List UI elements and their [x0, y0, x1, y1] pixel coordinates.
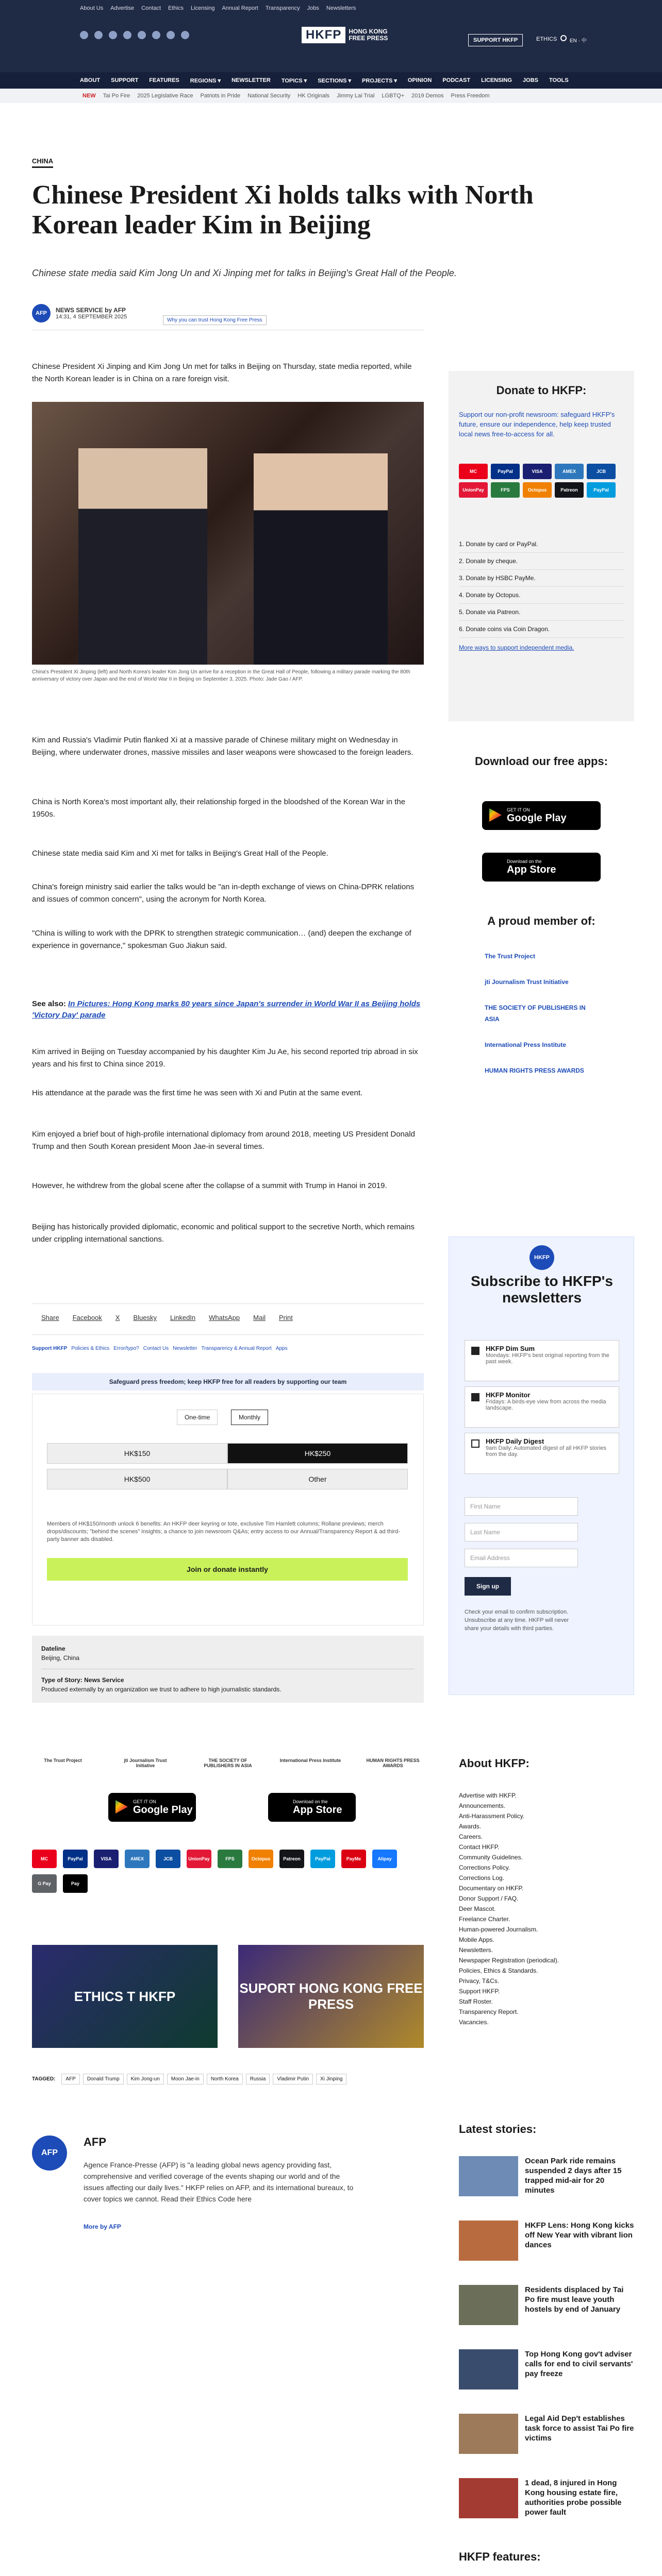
- linkedin-icon[interactable]: [152, 31, 160, 39]
- paragraph: Chinese President Xi Jinping and Kim Jong Un met for talks in Beijing on Thursday, state media reported, while the North Korean leader is in China on a rare foreign visit.: [32, 362, 412, 383]
- threads-icon[interactable]: [123, 31, 131, 39]
- amount-option[interactable]: HK$150: [47, 1443, 227, 1464]
- article-subhead: Chinese state media said Kim Jong Un and Xi Jinping met for talks in Beijing's Great Hall of the People.: [32, 268, 457, 278]
- story-type-value: Produced externally by an organization we trust to adhere to high journalistic standards.: [41, 1686, 282, 1693]
- payment-logo: PayPal: [310, 1850, 335, 1868]
- story-type-label: Type of Story: News Service: [41, 1676, 124, 1684]
- tag[interactable]: Kim Jong-un: [127, 2074, 164, 2084]
- top-links: [80, 5, 356, 11]
- payment-logo: Patreon: [555, 482, 584, 498]
- payment-logo: FPS: [491, 482, 520, 498]
- safeguard-banner[interactable]: Safeguard press freedom; keep HKFP free for all readers by supporting our team: [32, 1373, 424, 1391]
- x-icon[interactable]: [94, 31, 103, 39]
- app-store-big: App Store: [293, 1804, 342, 1816]
- sub-nav-item[interactable]: 2019 Demos: [411, 93, 444, 99]
- top-link[interactable]: Annual Report: [222, 5, 258, 11]
- share-link[interactable]: Share: [41, 1314, 59, 1321]
- footer-link[interactable]: Error/typo?: [113, 1346, 139, 1351]
- google-play-small: GET IT ON: [507, 807, 530, 812]
- photo-figure-right: [254, 453, 388, 665]
- payment-logos: [32, 1850, 424, 1893]
- nav-item[interactable]: SUPPORT: [111, 77, 139, 83]
- sidebar-google-play[interactable]: [482, 801, 601, 830]
- tag[interactable]: AFP: [61, 2074, 79, 2084]
- share-link[interactable]: Print: [278, 1314, 293, 1321]
- search-icon[interactable]: [560, 35, 567, 41]
- more-ways-link[interactable]: More ways to support independent media.: [459, 644, 574, 651]
- features-title: HKFP features:: [459, 2550, 541, 2563]
- payment-logo: FPS: [218, 1850, 242, 1868]
- google-play-big: Google Play: [507, 812, 567, 824]
- donate-step[interactable]: 2. Donate by cheque.: [459, 553, 624, 570]
- donate-title: Donate to HKFP:: [496, 384, 587, 397]
- paragraph: Kim enjoyed a brief bout of high-profile international diplomacy from around 2018, meeting US President Donald Trump and then South Korean president Moon Jae-in several times.: [32, 1130, 415, 1151]
- about-item[interactable]: Vacancies.: [459, 2019, 489, 2026]
- latest-story-title[interactable]: Residents displaced by Tai Po fire must leave youth hostels by end of January: [525, 2285, 624, 2314]
- author-name[interactable]: AFP: [84, 2136, 106, 2148]
- google-play-badge[interactable]: [108, 1793, 196, 1822]
- nav-item[interactable]: PROJECTS ▾: [362, 78, 397, 84]
- donate-step[interactable]: 6. Donate coins via Coin Dragon.: [459, 621, 624, 638]
- support-hkfp-button[interactable]: SUPPORT HKFP: [468, 34, 523, 46]
- share-link[interactable]: LinkedIn: [170, 1314, 196, 1321]
- tag[interactable]: Moon Jae-in: [167, 2074, 204, 2084]
- donate-step[interactable]: 4. Donate by Octopus.: [459, 587, 624, 604]
- payment-logo: PayPal: [491, 464, 520, 479]
- about-item[interactable]: Mobile Apps.: [459, 1936, 494, 1943]
- member-logo[interactable]: International Press Institute: [485, 1041, 567, 1048]
- footer-link[interactable]: Support HKFP: [32, 1346, 68, 1351]
- about-item[interactable]: Documentary on HKFP.: [459, 1885, 524, 1892]
- story-thumbnail[interactable]: [459, 2349, 518, 2389]
- top-link[interactable]: About Us: [80, 5, 104, 11]
- latest-story-title[interactable]: Top Hong Kong gov't adviser calls for end to civil servants' pay freeze: [525, 2350, 633, 2378]
- see-also-label: See also:: [32, 999, 66, 1008]
- tags-label: TAGGED:: [32, 2076, 56, 2082]
- footer-link[interactable]: Transparency & Annual Report: [201, 1346, 272, 1351]
- article-category[interactable]: CHINA: [32, 157, 53, 168]
- payment-logo: Octopus: [249, 1850, 273, 1868]
- social-icons: [80, 31, 189, 39]
- story-thumbnail[interactable]: [459, 2156, 518, 2196]
- sub-nav: [82, 93, 490, 99]
- nav-item[interactable]: NEWSLETTER: [231, 77, 271, 83]
- latest-story-title[interactable]: Ocean Park ride remains suspended 2 days after 15 trapped mid-air for 20 minutes: [525, 2157, 622, 2195]
- sub-nav-item[interactable]: HK Originals: [297, 93, 330, 99]
- story-thumbnail[interactable]: [459, 2285, 518, 2325]
- payment-logo: AMEX: [125, 1850, 150, 1868]
- more-by-author-link[interactable]: More by AFP: [84, 2223, 121, 2230]
- author-avatar-large[interactable]: AFP: [32, 2136, 67, 2171]
- option-desc: Fridays: A birds-eye view from across the media landscape.: [486, 1399, 606, 1411]
- divider: [32, 1334, 424, 1335]
- payment-logo: Alipay: [372, 1850, 397, 1868]
- tag[interactable]: Donald Trump: [83, 2074, 124, 2084]
- sub-nav-item[interactable]: Jimmy Lai Trial: [337, 93, 375, 99]
- sidebar-app-store[interactable]: [482, 853, 601, 882]
- tab-one-time[interactable]: One-time: [177, 1410, 218, 1425]
- story-thumbnail[interactable]: [459, 2478, 518, 2518]
- checkbox-checked[interactable]: [471, 1347, 479, 1355]
- latest-story-title[interactable]: HKFP Lens: Hong Kong kicks off New Year with vibrant lion dances: [525, 2221, 634, 2249]
- paragraph: Kim arrived in Beijing on Tuesday accompanied by his daughter Kim Ju Ae, his second reported trip abroad in six years and his first to China since 2019.: [32, 1047, 418, 1069]
- share-link[interactable]: Mail: [253, 1314, 266, 1321]
- newsletter-option-monitor[interactable]: [465, 1386, 619, 1428]
- app-store-badge[interactable]: [268, 1793, 356, 1822]
- photo-caption: China's President Xi Jinping (left) and North Korea's leader Kim Jong Un arrive for a reception in the Great Hall of People, following a military parade marking the 80th anniversary of victory over Japan and the end of World War II in Beijing on September 3, 2025. Photo: Jade Gao / AFP.: [32, 669, 410, 682]
- member-logo[interactable]: THE SOCIETY OF PUBLISHERS IN ASIA: [204, 1758, 252, 1768]
- join-donate-button[interactable]: Join or donate instantly: [47, 1558, 408, 1581]
- payment-logo: PayMe: [341, 1850, 366, 1868]
- about-item[interactable]: Policies, Ethics & Standards.: [459, 1967, 538, 1974]
- latest-title: Latest stories:: [459, 2123, 537, 2136]
- nav-item[interactable]: ABOUT: [80, 77, 101, 83]
- top-link[interactable]: Advertise: [110, 5, 135, 11]
- google-play-icon: [115, 1800, 128, 1814]
- top-link[interactable]: Transparency: [265, 5, 300, 11]
- payment-logo: VISA: [523, 464, 552, 479]
- about-item[interactable]: Deer Mascot.: [459, 1905, 496, 1912]
- payment-logo: JCB: [156, 1850, 180, 1868]
- email-input[interactable]: Email Address: [465, 1549, 578, 1567]
- payment-logo: UnionPay: [459, 482, 488, 498]
- byline-author[interactable]: NEWS SERVICE by AFP: [56, 307, 126, 314]
- about-item[interactable]: Privacy, T&Cs.: [459, 1977, 500, 1985]
- google-play-icon: [489, 808, 502, 822]
- about-item[interactable]: Awards.: [459, 1823, 482, 1830]
- about-item[interactable]: Freelance Charter.: [459, 1916, 510, 1923]
- dateline-value: Beijing, China: [41, 1654, 80, 1662]
- about-item[interactable]: Community Guidelines.: [459, 1854, 523, 1861]
- nav-item[interactable]: JOBS: [523, 77, 538, 83]
- ethics-banner[interactable]: ETHICS T HKFP: [32, 1945, 218, 2048]
- option-name: HKFP Monitor: [486, 1391, 531, 1399]
- top-link[interactable]: Ethics: [168, 5, 184, 11]
- option-desc: 9am Daily: Automated digest of all HKFP stories from the day.: [486, 1445, 606, 1458]
- paragraph: His attendance at the parade was the first time he was seen with Xi and Putin at the same event.: [32, 1089, 363, 1097]
- about-item[interactable]: Donor Support / FAQ.: [459, 1895, 519, 1902]
- option-desc: Mondays: HKFP's best original reporting from the past week.: [486, 1352, 609, 1365]
- signup-note: Check your email to confirm subscription. Unsubscribe at any time. HKFP will never share your details with third parties.: [465, 1609, 569, 1632]
- checkbox-unchecked[interactable]: [471, 1439, 479, 1448]
- payment-logo: Octopus: [523, 482, 552, 498]
- nav-item[interactable]: TOPICS ▾: [281, 78, 307, 84]
- about-item[interactable]: Corrections Policy.: [459, 1864, 510, 1871]
- paragraph: Chinese state media said Kim and Xi met for talks in Beijing's Great Hall of the People.: [32, 849, 328, 858]
- first-name-input[interactable]: First Name: [465, 1497, 578, 1516]
- latest-story-title[interactable]: Legal Aid Dep't establishes task force to assist Tai Po fire victims: [525, 2414, 634, 2443]
- about-item[interactable]: Announcements.: [459, 1802, 506, 1809]
- top-link[interactable]: Contact: [141, 5, 161, 11]
- nav-item[interactable]: OPINION: [407, 77, 432, 83]
- sub-nav-item[interactable]: 2025 Legislative Race: [137, 93, 193, 99]
- about-item[interactable]: Careers.: [459, 1833, 483, 1840]
- share-link[interactable]: X: [115, 1314, 120, 1321]
- share-link[interactable]: Bluesky: [133, 1314, 157, 1321]
- author-bio: Agence France-Presse (AFP) is "a leading global news agency providing fast, comprehensive and verified coverage of the events shaping our world and of the issues affecting our daily lives." HKFP relies on AFP, and its international bureaux, to cover topics we cannot. Read their Ethics Code here: [84, 2161, 354, 2203]
- sub-nav-item[interactable]: LGBTQ+: [382, 93, 405, 99]
- logo-box: HKFP: [302, 27, 345, 43]
- top-link[interactable]: Newsletters: [326, 5, 356, 11]
- about-item[interactable]: Contact HKFP.: [459, 1843, 500, 1851]
- newsletter-option-dim-sum[interactable]: [465, 1340, 619, 1381]
- amount-option[interactable]: HK$500: [47, 1469, 227, 1489]
- payment-logo: PayPal: [63, 1850, 88, 1868]
- payment-logo: PayPal: [587, 482, 616, 498]
- story-thumbnail[interactable]: [459, 2221, 518, 2261]
- app-store-small: Download on the: [293, 1799, 328, 1804]
- member-logo[interactable]: jti Journalism Trust Initiative: [485, 978, 569, 986]
- logo-text: [349, 28, 388, 42]
- paragraph: "China is willing to work with the DPRK to strengthen strategic communication… (and) deepen the exchange of experience in governance," spokesman Guo Jiakun said.: [32, 929, 411, 950]
- about-item[interactable]: Human-powered Journalism.: [459, 1926, 538, 1933]
- newsletter-badge: HKFP: [529, 1245, 554, 1270]
- member-logo[interactable]: HUMAN RIGHTS PRESS AWARDS: [485, 1067, 584, 1074]
- member-logo[interactable]: HUMAN RIGHTS PRESS AWARDS: [366, 1758, 420, 1768]
- tag[interactable]: Vladimir Putin: [273, 2074, 313, 2084]
- paragraph: Kim and Russia's Vladimir Putin flanked Xi at a massive parade of Chinese military might on Wednesday in Beijing, where underwater drones, massive missiles and laser weapons were showcased to the foreign leaders.: [32, 736, 413, 757]
- share-bar: [41, 1314, 293, 1321]
- app-store-small: Download on the: [507, 858, 542, 864]
- top-link[interactable]: Licensing: [191, 5, 215, 11]
- language-switch[interactable]: EN · 中: [570, 38, 587, 44]
- tag[interactable]: Xi Jinping: [316, 2074, 346, 2084]
- bluesky-icon[interactable]: [167, 31, 175, 39]
- member-logo[interactable]: The Trust Project: [44, 1758, 82, 1763]
- about-item[interactable]: Advertise with HKFP.: [459, 1792, 517, 1799]
- payment-logo: AMEX: [555, 464, 584, 479]
- ethics-link[interactable]: ETHICS: [536, 36, 557, 42]
- payment-logo: Pay: [63, 1874, 88, 1893]
- member-logo[interactable]: THE SOCIETY OF PUBLISHERS IN ASIA: [485, 1004, 586, 1023]
- newsletter-title: Subscribe to HKFP's newsletters: [471, 1273, 613, 1306]
- member-logos: [485, 951, 598, 1091]
- see-also: [32, 998, 424, 1021]
- nav-item[interactable]: PODCAST: [442, 77, 471, 83]
- latest-story-title[interactable]: 1 dead, 8 injured in Hong Kong housing estate fire, authorities probe possible power fault: [525, 2479, 622, 2517]
- instagram-icon[interactable]: [109, 31, 117, 39]
- dateline-label: Dateline: [41, 1645, 65, 1652]
- nav-item[interactable]: TOOLS: [549, 77, 569, 83]
- payment-logo: MC: [32, 1850, 57, 1868]
- about-item[interactable]: Support HKFP.: [459, 1988, 500, 1995]
- about-item[interactable]: Anti-Harassment Policy.: [459, 1812, 525, 1820]
- divider: [32, 1303, 424, 1304]
- donate-steps: [459, 536, 624, 638]
- about-item[interactable]: Staff Roster.: [459, 1998, 493, 2005]
- byline: [32, 304, 127, 323]
- byline-meta: [56, 307, 127, 320]
- donate-step[interactable]: 1. Donate by card or PayPal.: [459, 536, 624, 553]
- facebook-icon[interactable]: [80, 31, 88, 39]
- signup-button[interactable]: Sign up: [465, 1577, 511, 1596]
- donate-step[interactable]: 5. Donate via Patreon.: [459, 604, 624, 621]
- author-avatar[interactable]: AFP: [32, 304, 51, 323]
- member-title: A proud member of:: [487, 914, 595, 927]
- about-title: About HKFP:: [459, 1757, 529, 1770]
- hkfp-logo[interactable]: [302, 27, 388, 43]
- about-item[interactable]: Newspaper Registration (periodical).: [459, 1957, 559, 1964]
- about-item[interactable]: Transparency Report.: [459, 2008, 519, 2015]
- story-thumbnail[interactable]: [459, 2414, 518, 2454]
- amount-other[interactable]: Other: [227, 1469, 408, 1489]
- payment-logo: G Pay: [32, 1874, 57, 1893]
- member-logos-row: [32, 1758, 424, 1768]
- amount-option-selected[interactable]: HK$250: [227, 1443, 408, 1464]
- paragraph: Beijing has historically provided diplomatic, economic and political support to the secretive North, which remains under crippling international sanctions.: [32, 1223, 415, 1244]
- see-also-link[interactable]: In Pictures: Hong Kong marks 80 years since Japan's surrender in World War II as Beijing holds 'Victory Day' parade: [32, 999, 421, 1020]
- sidebar-payment-logos: [459, 464, 624, 498]
- about-list: [459, 1790, 624, 2027]
- logo-line-1: HONG KONG: [349, 28, 388, 35]
- payment-logo: VISA: [94, 1850, 119, 1868]
- sub-nav-item[interactable]: National Security: [247, 93, 291, 99]
- app-store-big: App Store: [507, 863, 556, 875]
- donate-box: [32, 1394, 424, 1625]
- checkbox-checked[interactable]: [471, 1393, 479, 1401]
- option-name: HKFP Dim Sum: [486, 1345, 535, 1352]
- logo-line-2: FREE PRESS: [349, 35, 388, 42]
- nav-item[interactable]: REGIONS ▾: [190, 78, 221, 84]
- photo-figure-left: [78, 448, 207, 665]
- support-banner[interactable]: SUPORT HONG KONG FREE PRESS: [238, 1945, 424, 2048]
- nav-item[interactable]: FEATURES: [149, 77, 179, 83]
- sub-nav-item[interactable]: Patriots in Pride: [200, 93, 241, 99]
- google-play-small: GET IT ON: [133, 1799, 156, 1804]
- rss-icon[interactable]: [181, 31, 189, 39]
- payment-logo: UnionPay: [187, 1850, 211, 1868]
- member-logo[interactable]: International Press Institute: [279, 1758, 341, 1763]
- share-link[interactable]: WhatsApp: [209, 1314, 240, 1321]
- publish-date: 14:31, 4 SEPTEMBER 2025: [56, 314, 127, 320]
- newsletter-box: [449, 1236, 634, 1695]
- share-link[interactable]: Facebook: [72, 1314, 102, 1321]
- tab-monthly[interactable]: Monthly: [231, 1410, 268, 1425]
- option-name: HKFP Daily Digest: [486, 1437, 544, 1445]
- footer-link[interactable]: Policies & Ethics: [71, 1346, 110, 1351]
- donate-step[interactable]: 3. Donate by HSBC PayMe.: [459, 570, 624, 587]
- membership-benefits: Members of HK$150/month unlock 6 benefits: An HKFP deer keyring or tote, exclusive Tim Hamlett columns; Rollane previews; merch drops/discounts; "behind the scenes" insights; a chance to join newsroom Q&As; entry access to our Annual/Transparency Report & ad third-party banner ads disabled.: [47, 1521, 400, 1543]
- tag[interactable]: Russia: [246, 2074, 270, 2084]
- member-logo[interactable]: The Trust Project: [485, 953, 536, 960]
- tags-row: [32, 2074, 346, 2084]
- article-headline: Chinese President Xi holds talks with North Korean leader Kim in Beijing: [32, 180, 534, 240]
- footer-link[interactable]: Contact Us: [143, 1346, 169, 1351]
- payment-logo: Patreon: [279, 1850, 304, 1868]
- apps-title: Download our free apps:: [475, 755, 608, 768]
- sub-nav-item[interactable]: NEW: [82, 93, 96, 99]
- last-name-input[interactable]: Last Name: [465, 1523, 578, 1541]
- about-item[interactable]: Newsletters.: [459, 1946, 493, 1954]
- paragraph: China is North Korea's most important ally, their relationship forged in the bloodshed of the Korean War in the 1950s.: [32, 798, 406, 819]
- payment-logo: JCB: [587, 464, 616, 479]
- member-logo[interactable]: jti Journalism Trust Initiative: [124, 1758, 167, 1768]
- paragraph: However, he withdrew from the global scene after the collapse of a summit with Trump in Hanoi in 2019.: [32, 1181, 387, 1190]
- trust-link[interactable]: Why you can trust Hong Kong Free Press: [163, 315, 267, 325]
- main-nav: [80, 77, 569, 84]
- footer-links: [32, 1346, 288, 1351]
- google-play-big: Google Play: [133, 1804, 193, 1816]
- nav-item[interactable]: LICENSING: [481, 77, 512, 83]
- sub-nav-item[interactable]: Press Freedom: [451, 93, 490, 99]
- article-photo[interactable]: [32, 402, 424, 665]
- newsletter-option-daily-digest[interactable]: [465, 1433, 619, 1474]
- about-item[interactable]: Corrections Log.: [459, 1874, 505, 1882]
- payment-logo: MC: [459, 464, 488, 479]
- paragraph: China's foreign ministry said earlier the talks would be "an in-depth exchange of views on China-DPRK relations and issues of common concern", using the acronym for North Korea.: [32, 883, 415, 904]
- footer-link[interactable]: Newsletter: [173, 1346, 197, 1351]
- nav-item[interactable]: SECTIONS ▾: [318, 78, 351, 84]
- dateline-box: [32, 1636, 424, 1703]
- sub-nav-item[interactable]: Tai Po Fire: [103, 93, 130, 99]
- youtube-icon[interactable]: [138, 31, 146, 39]
- donate-text[interactable]: Support our non-profit newsroom: safeguard HKFP's future, ensure our independence, help keep trusted local news free-to-access for all.: [459, 411, 615, 438]
- tag[interactable]: North Korea: [207, 2074, 243, 2084]
- top-link[interactable]: Jobs: [307, 5, 319, 11]
- footer-link[interactable]: Apps: [275, 1346, 288, 1351]
